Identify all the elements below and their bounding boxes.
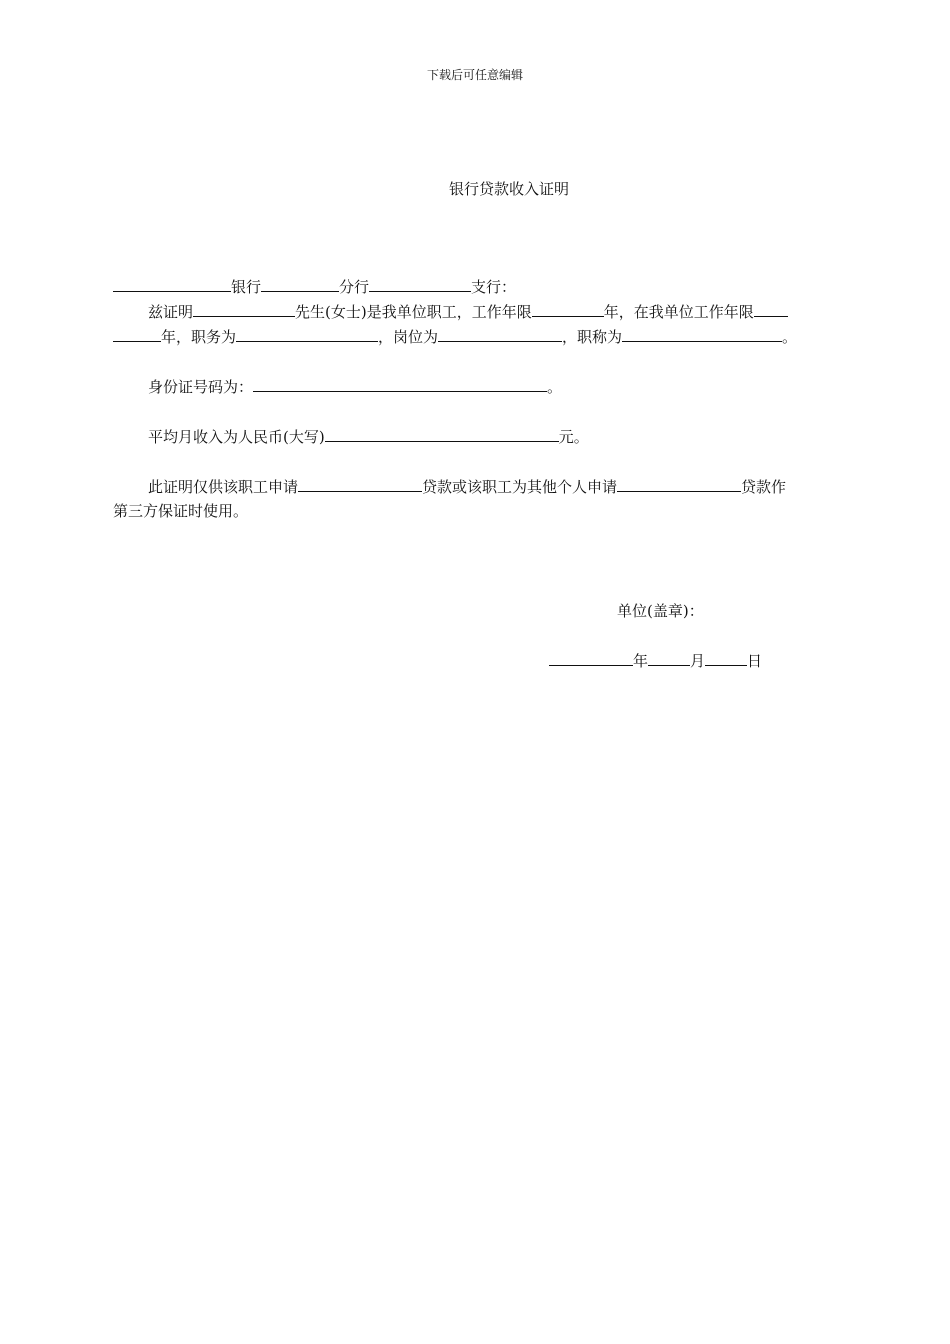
id-end: 。 (547, 378, 563, 396)
unit-years-blank-b[interactable] (113, 326, 161, 342)
branch-name-blank[interactable] (261, 276, 339, 292)
income-label: 平均月收入为人民币(大写) (148, 428, 325, 446)
month-blank[interactable] (648, 650, 690, 666)
purpose-mid: 贷款或该职工为其他个人申请 (422, 478, 618, 496)
income-line (113, 426, 589, 447)
purpose-lead: 此证明仅供该职工申请 (148, 478, 299, 496)
certify-lead: 兹证明 (148, 303, 194, 321)
year-label: 年 (633, 652, 649, 670)
purpose-tail: 贷款作 (741, 478, 787, 496)
bank-label: 银行 (231, 278, 262, 296)
date-line (549, 650, 762, 671)
employee-name-blank[interactable] (193, 301, 295, 317)
total-years-blank[interactable] (532, 301, 604, 317)
bank-line (113, 276, 516, 297)
post-blank[interactable] (438, 326, 562, 342)
post-text: ，岗位为 (378, 328, 439, 346)
purpose-line-2: 第三方保证时使用。 (113, 502, 249, 520)
bank-name-blank[interactable] (113, 276, 231, 292)
subbranch-name-blank[interactable] (369, 276, 471, 292)
id-number-line (113, 376, 562, 397)
unit-seal-label: 单位(盖章)： (617, 602, 704, 620)
para1-end: 。 (782, 328, 798, 346)
duty-text: 年，职务为 (161, 328, 237, 346)
income-blank[interactable] (325, 426, 559, 442)
income-end: 元。 (558, 428, 589, 446)
years-text: 年，在我单位工作年限 (603, 303, 754, 321)
title-text: ，职称为 (562, 328, 623, 346)
title-blank[interactable] (622, 326, 782, 342)
year-blank[interactable] (549, 650, 633, 666)
position-line (113, 326, 797, 347)
document-title: 银行贷款收入证明 (449, 180, 570, 198)
branch-label: 分行 (339, 278, 370, 296)
purpose-line (113, 476, 786, 497)
month-label: 月 (690, 652, 706, 670)
day-blank[interactable] (705, 650, 747, 666)
header-note: 下载后可任意编辑 (426, 68, 523, 82)
day-label: 日 (747, 652, 763, 670)
duty-blank[interactable] (236, 326, 378, 342)
subbranch-label: 支行： (471, 278, 517, 296)
guarantee-loan-blank[interactable] (617, 476, 741, 492)
id-number-blank[interactable] (253, 376, 547, 392)
employee-line (113, 301, 788, 322)
unit-years-blank-a[interactable] (754, 301, 788, 317)
id-label: 身份证号码为： (148, 378, 254, 396)
mr-ms-text: 先生(女士)是我单位职工，工作年限 (295, 303, 532, 321)
loan-type-blank[interactable] (298, 476, 422, 492)
